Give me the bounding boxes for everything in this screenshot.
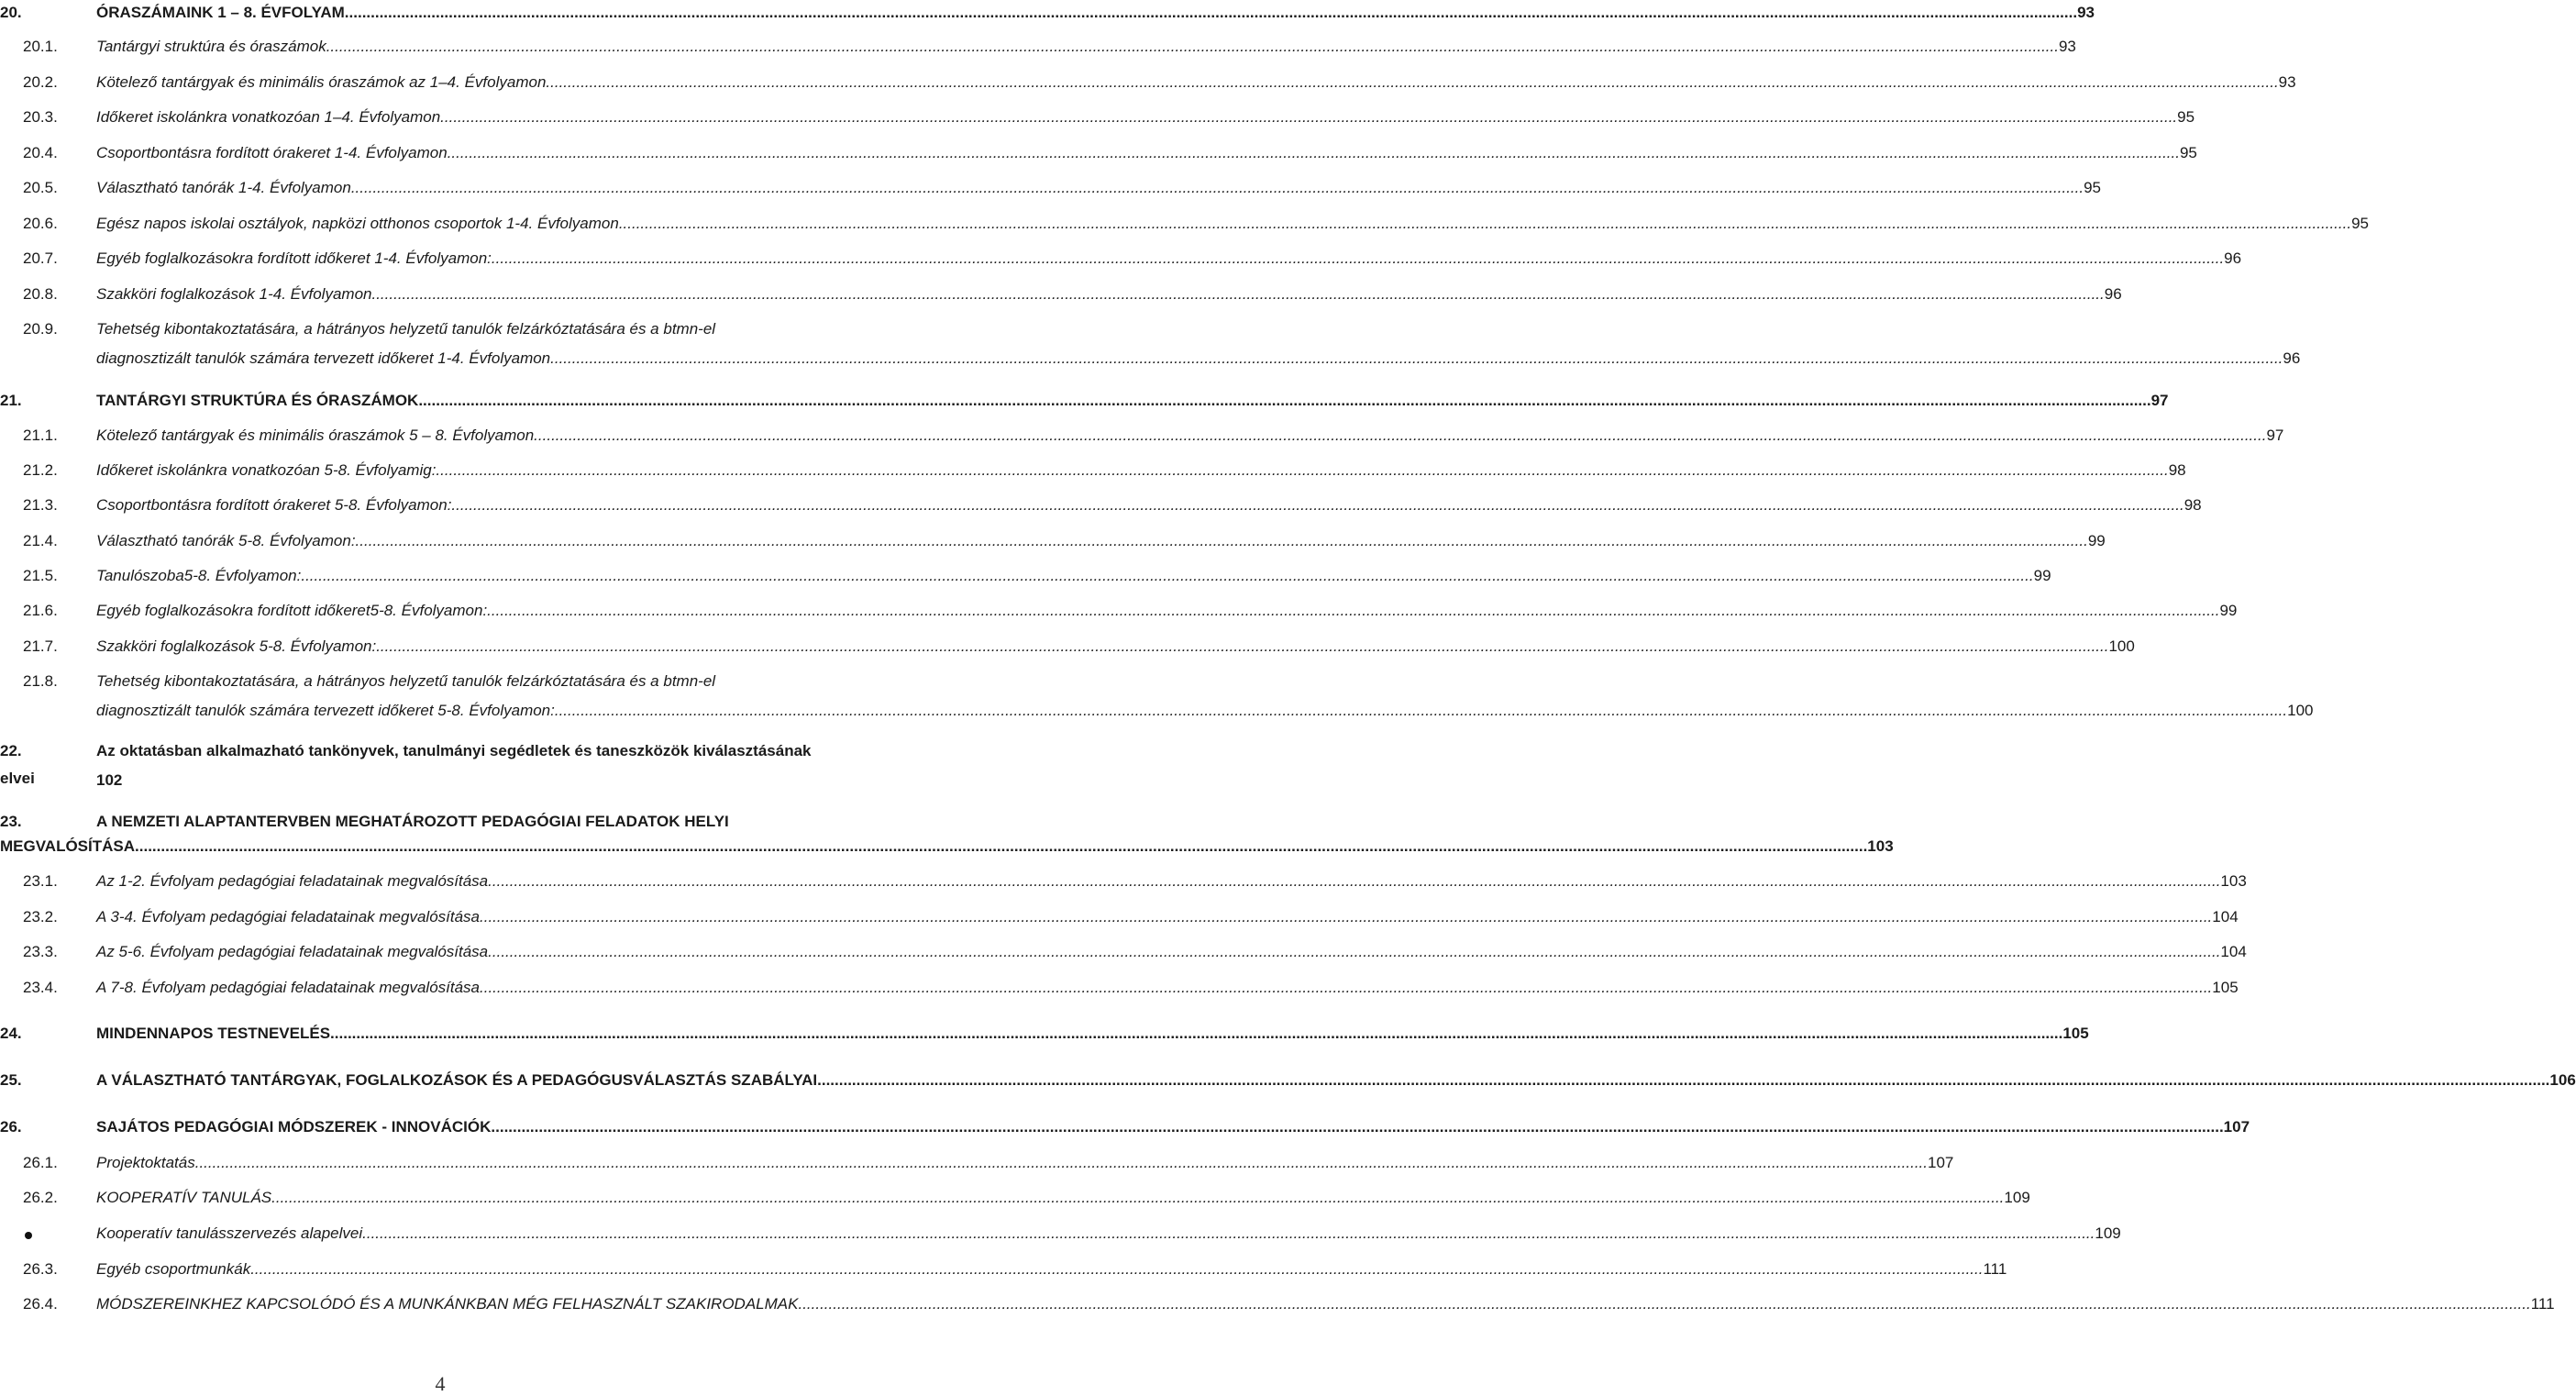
dot-leader: ................................................................................................................................................................................................................................................................................................................................................................................................................ (250, 1260, 1984, 1278)
toc-entry-title: A NEMZETI ALAPTANTERVBEN MEGHATÁROZOTT PEDAGÓGIAI FELADATOK HELYI (96, 813, 729, 830)
toc-entry-title: SAJÁTOS PEDAGÓGIAI MÓDSZEREK - INNOVÁCIÓK (96, 1118, 492, 1136)
toc-entry-number: 23.2. (23, 908, 58, 925)
toc-entry-page: 103 (2220, 872, 2247, 890)
toc-entry[interactable] (0, 392, 2169, 415)
toc-entry-page: 96 (2283, 349, 2301, 367)
toc-entry-page: 93 (2077, 4, 2095, 21)
dot-leader: ................................................................................................................................................................................................................................................................................................................................................................................................................ (344, 4, 2078, 21)
dot-leader: ................................................................................................................................................................................................................................................................................................................................................................................................................ (554, 702, 2288, 719)
toc-entry-page: 99 (2087, 532, 2106, 549)
dot-leader: ................................................................................................................................................................................................................................................................................................................................................................................................................ (418, 392, 2151, 409)
dot-leader: ................................................................................................................................................................................................................................................................................................................................................................................................................ (362, 1224, 2095, 1242)
toc-entry-title: Választható tanórák 1-4. Évfolyamon (96, 179, 351, 196)
toc-entry-line (96, 108, 2195, 127)
bullet-icon (25, 1232, 32, 1239)
toc-entry-title: A 7-8. Évfolyam pedagógiai feladatainak megvalósítása (96, 979, 481, 996)
toc-entry-line (96, 285, 2122, 304)
toc-entry-number: 21.6. (23, 602, 58, 619)
dot-leader: ................................................................................................................................................................................................................................................................................................................................................................................................................ (798, 1295, 2531, 1313)
toc-entry-line (96, 771, 875, 790)
dot-leader: ................................................................................................................................................................................................................................................................................................................................................................................................................ (534, 427, 2267, 444)
toc-entry-title: Kooperatív tanulásszervezés alapelvei (96, 1224, 363, 1242)
toc-entry-title: Az 1-2. Évfolyam pedagógiai feladatainak megvalósítása (96, 872, 489, 890)
toc-entry-page: 97 (2266, 427, 2284, 444)
toc-entry[interactable] (0, 427, 2284, 450)
toc-entry-line (96, 179, 2102, 197)
dot-leader: ................................................................................................................................................................................................................................................................................................................................................................................................................ (376, 637, 2109, 655)
toc-entry[interactable] (0, 320, 2301, 375)
toc-entry-title: Egyéb foglalkozásokra fordított időkeret5-8. Évfolyamon: (96, 602, 488, 619)
toc-entry-number: 20.8. (23, 285, 58, 303)
toc-entry[interactable] (0, 1025, 2089, 1048)
toc-entry-title: Szakköri foglalkozások 1-4. Évfolyamon (96, 285, 372, 303)
toc-entry-line (96, 672, 875, 691)
toc-entry[interactable] (0, 637, 2135, 661)
toc-entry-number: 26.3. (23, 1260, 58, 1278)
toc-entry[interactable] (0, 742, 880, 797)
dot-leader: ................................................................................................................................................................................................................................................................................................................................................................................................................ (444, 108, 2178, 126)
toc-entry-title: Az oktatásban alkalmazható tankönyvek, tanulmányi segédletek és taneszközök kiválasztásának (96, 742, 812, 759)
dot-leader: ................................................................................................................................................................................................................................................................................................................................................................................................................ (480, 979, 2213, 996)
dot-leader: ................................................................................................................................................................................................................................................................................................................................................................................................................ (550, 349, 2283, 367)
toc-entry-number: 25. (0, 1071, 22, 1089)
toc-entry-page: 95 (2351, 215, 2369, 232)
page-number: 4 (435, 1372, 446, 1395)
toc-entry-page: 98 (2184, 496, 2202, 514)
toc-entry-title: Csoportbontásra fordított órakeret 5-8. Évfolyamon: (96, 496, 452, 514)
toc-entry-title: Kötelező tantárgyak és minimális óraszámok az 1–4. Évfolyamon (96, 73, 547, 91)
toc-entry-number: 26.4. (23, 1295, 58, 1313)
toc-entry-page: 96 (2224, 249, 2242, 267)
toc-entry-title: Egész napos iskolai osztályok, napközi otthonos csoportok 1-4. Évfolyamon (96, 215, 619, 232)
toc-entry[interactable] (0, 872, 2247, 896)
dot-leader: ................................................................................................................................................................................................................................................................................................................................................................................................................ (491, 249, 2225, 267)
toc-entry-line (96, 461, 2186, 480)
toc-entry-line (96, 1260, 2007, 1279)
toc-entry-title: 102 (96, 771, 123, 789)
toc-entry-page: 105 (2062, 1025, 2089, 1042)
toc-entry[interactable] (0, 943, 2247, 967)
dot-leader: ................................................................................................................................................................................................................................................................................................................................................................................................................ (817, 1071, 2550, 1089)
toc-entry-title: Tehetség kibontakoztatására, a hátrányos helyzetű tanulók felzárkóztatására és a btmn-el (96, 672, 716, 690)
toc-entry-line (96, 637, 2135, 656)
toc-entry-line (96, 979, 2239, 997)
toc-entry-number: 21.7. (23, 637, 58, 655)
toc-entry-title: Egyéb foglalkozásokra fordított időkeret 1-4. Évfolyamon: (96, 249, 492, 267)
toc-entry-page: 93 (2278, 73, 2296, 91)
toc-entry-number: 21.2. (23, 461, 58, 479)
dot-leader: ................................................................................................................................................................................................................................................................................................................................................................................................................ (194, 1154, 1928, 1171)
toc-entry-line (96, 1025, 2089, 1043)
toc-entry-number: 21. (0, 392, 22, 409)
dot-leader: ................................................................................................................................................................................................................................................................................................................................................................................................................ (618, 215, 2352, 232)
toc-entry-number: 23.1. (23, 872, 58, 890)
toc-entry-page: 109 (2004, 1189, 2030, 1206)
toc-entry-page: 100 (2287, 702, 2314, 719)
toc-entry-line (96, 427, 2284, 445)
toc-entry[interactable] (0, 496, 2202, 520)
toc-entry[interactable] (0, 285, 2122, 309)
toc-entry-page: 95 (2084, 179, 2102, 196)
dot-leader: ................................................................................................................................................................................................................................................................................................................................................................................................................ (350, 179, 2084, 196)
toc-entry-number: 23.4. (23, 979, 58, 996)
dot-leader: ................................................................................................................................................................................................................................................................................................................................................................................................................ (330, 1025, 2063, 1042)
toc-entry-number: 20.2. (23, 73, 58, 91)
toc-entry-page: 99 (2033, 567, 2051, 584)
toc-entry-number: 22. (0, 742, 22, 759)
dot-leader: ................................................................................................................................................................................................................................................................................................................................................................................................................ (135, 837, 1868, 855)
toc-entry-page: 95 (2179, 144, 2197, 161)
toc-entry-title: Kötelező tantárgyak és minimális óraszámok 5 – 8. Évfolyamon (96, 427, 535, 444)
toc-entry-line (96, 813, 875, 831)
toc-entry-number: 21.4. (23, 532, 58, 549)
toc-entry-line (96, 1224, 2121, 1243)
toc-entry-number: 21.1. (23, 427, 58, 444)
toc-entry[interactable] (0, 461, 2186, 485)
toc-entry-title: ÓRASZÁMAINK 1 – 8. ÉVFOLYAM (96, 4, 345, 21)
toc-entry-page: 104 (2212, 908, 2239, 925)
toc-entry-line (96, 602, 2238, 620)
toc-entry-line (96, 349, 2301, 368)
toc-entry-title: Szakköri foglalkozások 5-8. Évfolyamon: (96, 637, 377, 655)
toc-entry[interactable] (0, 1071, 2576, 1095)
dot-leader: ................................................................................................................................................................................................................................................................................................................................................................................................................ (326, 38, 2059, 55)
toc-entry[interactable] (0, 1295, 2555, 1319)
toc-entry-line (96, 1295, 2555, 1313)
toc-entry[interactable] (0, 813, 1894, 868)
toc-entry-title: KOOPERATÍV TANULÁS (96, 1189, 272, 1206)
toc-entry-page: 109 (2095, 1224, 2121, 1242)
toc-entry-number: 23.3. (23, 943, 58, 960)
dot-leader: ................................................................................................................................................................................................................................................................................................................................................................................................................ (301, 567, 2034, 584)
toc-entry-page: 104 (2220, 943, 2247, 960)
toc-entry-line (96, 38, 2076, 56)
toc-entry[interactable] (0, 567, 2051, 591)
dot-leader: ................................................................................................................................................................................................................................................................................................................................................................................................................ (480, 908, 2213, 925)
toc-entry-line (96, 1189, 2030, 1207)
toc-entry-number: 20.7. (23, 249, 58, 267)
dot-leader: ................................................................................................................................................................................................................................................................................................................................................................................................................ (491, 1118, 2224, 1136)
toc-entry-number: 20.4. (23, 144, 58, 161)
dot-leader: ................................................................................................................................................................................................................................................................................................................................................................................................................ (447, 144, 2180, 161)
toc-entry-title: TANTÁRGYI STRUKTÚRA ÉS ÓRASZÁMOK (96, 392, 419, 409)
toc-entry-page: 98 (2168, 461, 2186, 479)
toc-entry-line (96, 73, 2296, 92)
toc-entry-title: Időkeret iskolánkra vonatkozóan 5-8. Évfolyamig: (96, 461, 437, 479)
toc-entry-page: 107 (1928, 1154, 1954, 1171)
toc-entry-line (96, 943, 2247, 961)
toc-entry-number: 20.9. (23, 320, 58, 338)
toc-entry-number-cont: elvei (0, 770, 35, 787)
toc-entry-number: 21.3. (23, 496, 58, 514)
toc-entry-page: 103 (1867, 837, 1894, 855)
toc-entry-page: 95 (2177, 108, 2195, 126)
toc-entry-line (96, 1071, 2576, 1090)
toc-entry-line (96, 4, 2095, 22)
toc-entry[interactable] (0, 1224, 2121, 1248)
dot-leader: ................................................................................................................................................................................................................................................................................................................................................................................................................ (371, 285, 2105, 303)
toc-entry[interactable] (0, 979, 2239, 1003)
toc-entry[interactable] (0, 4, 2095, 28)
toc-entry-line (96, 872, 2247, 891)
toc-entry-title: diagnosztizált tanulók számára tervezett időkeret 5-8. Évfolyamon: (96, 702, 555, 719)
toc-entry-line (96, 215, 2369, 233)
toc-entry-line (96, 144, 2197, 162)
toc-entry-number: 20.3. (23, 108, 58, 126)
toc-entry-number: 26.1. (23, 1154, 58, 1171)
toc-entry[interactable] (0, 249, 2242, 273)
toc-entry-line (96, 1154, 1954, 1172)
toc-entry-line (96, 742, 875, 760)
toc-entry-line (96, 496, 2202, 515)
toc-entry[interactable] (0, 73, 2296, 97)
toc-entry-line (96, 532, 2106, 550)
toc-entry-line (96, 320, 875, 338)
toc-entry[interactable] (0, 1189, 2030, 1213)
toc-entry-title: MEGVALÓSÍTÁSA (0, 837, 136, 855)
toc-entry-page: 100 (2108, 637, 2135, 655)
toc-entry[interactable] (0, 532, 2106, 556)
toc-entry-page: 106 (2549, 1071, 2576, 1089)
toc-entry-title: A VÁLASZTHATÓ TANTÁRGYAK, FOGLALKOZÁSOK ÉS A PEDAGÓGUSVÁLASZTÁS SZABÁLYAI (96, 1071, 818, 1089)
toc-entry-title: A 3-4. Évfolyam pedagógiai feladatainak megvalósítása (96, 908, 481, 925)
dot-leader: ................................................................................................................................................................................................................................................................................................................................................................................................................ (451, 496, 2184, 514)
dot-leader: ................................................................................................................................................................................................................................................................................................................................................................................................................ (271, 1189, 2005, 1206)
toc-entry-line (96, 392, 2169, 410)
dot-leader: ................................................................................................................................................................................................................................................................................................................................................................................................................ (546, 73, 2279, 91)
toc-entry-line (96, 249, 2242, 268)
toc-entry-number: 20.5. (23, 179, 58, 196)
dot-leader: ................................................................................................................................................................................................................................................................................................................................................................................................................ (436, 461, 2169, 479)
toc-entry[interactable] (0, 1154, 1954, 1178)
toc-entry-title: Tehetség kibontakoztatására, a hátrányos helyzetű tanulók felzárkóztatására és a btmn-el (96, 320, 716, 338)
toc-entry-line (96, 908, 2239, 926)
toc-entry-number: 26. (0, 1118, 22, 1136)
toc-entry[interactable] (0, 602, 2238, 626)
toc-entry-title: MINDENNAPOS TESTNEVELÉS (96, 1025, 331, 1042)
toc-entry-number: 20.1. (23, 38, 58, 55)
toc-entry-title: diagnosztizált tanulók számára tervezett időkeret 1-4. Évfolyamon (96, 349, 551, 367)
toc-entry-title: Projektoktatás (96, 1154, 195, 1171)
dot-leader: ................................................................................................................................................................................................................................................................................................................................................................................................................ (488, 872, 2221, 890)
toc-entry-title: Tanulószoba5-8. Évfolyamon: (96, 567, 302, 584)
toc-entry-title: MÓDSZEREINKHEZ KAPCSOLÓDÓ ÉS A MUNKÁNKBAN MÉG FELHASZNÁLT SZAKIRODALMAK (96, 1295, 799, 1313)
toc-entry-page: 111 (2530, 1295, 2555, 1313)
toc-entry-line (96, 702, 2314, 720)
toc-entry-page: 97 (2150, 392, 2169, 409)
toc-entry[interactable] (0, 215, 2369, 238)
toc-entry-number: 26.2. (23, 1189, 58, 1206)
dot-leader: ................................................................................................................................................................................................................................................................................................................................................................................................................ (355, 532, 2088, 549)
toc-entry[interactable] (0, 108, 2195, 132)
toc-entry[interactable] (0, 672, 2314, 727)
toc-entry-number: 20. (0, 4, 22, 21)
toc-entry-page: 96 (2104, 285, 2122, 303)
toc-entry-number: 21.8. (23, 672, 58, 690)
toc-entry[interactable] (0, 1260, 2007, 1284)
toc-entry-page: 99 (2219, 602, 2238, 619)
toc-entry-line (0, 837, 1894, 856)
toc-entry[interactable] (0, 908, 2239, 932)
toc-entry-line (96, 567, 2051, 585)
toc-entry-number: 21.5. (23, 567, 58, 584)
toc-entry-number: 24. (0, 1025, 22, 1042)
toc-entry-line (96, 1118, 2250, 1136)
toc-entry-title: Tantárgyi struktúra és óraszámok (96, 38, 326, 55)
toc-entry-title: Egyéb csoportmunkák (96, 1260, 251, 1278)
toc-entry-page: 107 (2223, 1118, 2250, 1136)
toc-entry-page: 111 (1983, 1260, 2007, 1278)
toc-entry-number: 20.6. (23, 215, 58, 232)
toc-entry[interactable] (0, 1118, 2250, 1142)
toc-entry-title: Időkeret iskolánkra vonatkozóan 1–4. Évfolyamon. (96, 108, 445, 126)
dot-leader: ................................................................................................................................................................................................................................................................................................................................................................................................................ (488, 943, 2221, 960)
toc-entry-page: 93 (2058, 38, 2076, 55)
toc-entry-page: 105 (2212, 979, 2239, 996)
toc-entry-title: Csoportbontásra fordított órakeret 1-4. Évfolyamon (96, 144, 448, 161)
toc-entry[interactable] (0, 38, 2076, 61)
toc-entry-title: Az 5-6. Évfolyam pedagógiai feladatainak megvalósítása (96, 943, 489, 960)
toc-entry[interactable] (0, 179, 2102, 203)
toc-entry[interactable] (0, 144, 2197, 168)
toc-entry-title: Választható tanórák 5-8. Évfolyamon: (96, 532, 356, 549)
toc-entry-number: 23. (0, 813, 22, 830)
dot-leader: ................................................................................................................................................................................................................................................................................................................................................................................................................ (487, 602, 2220, 619)
